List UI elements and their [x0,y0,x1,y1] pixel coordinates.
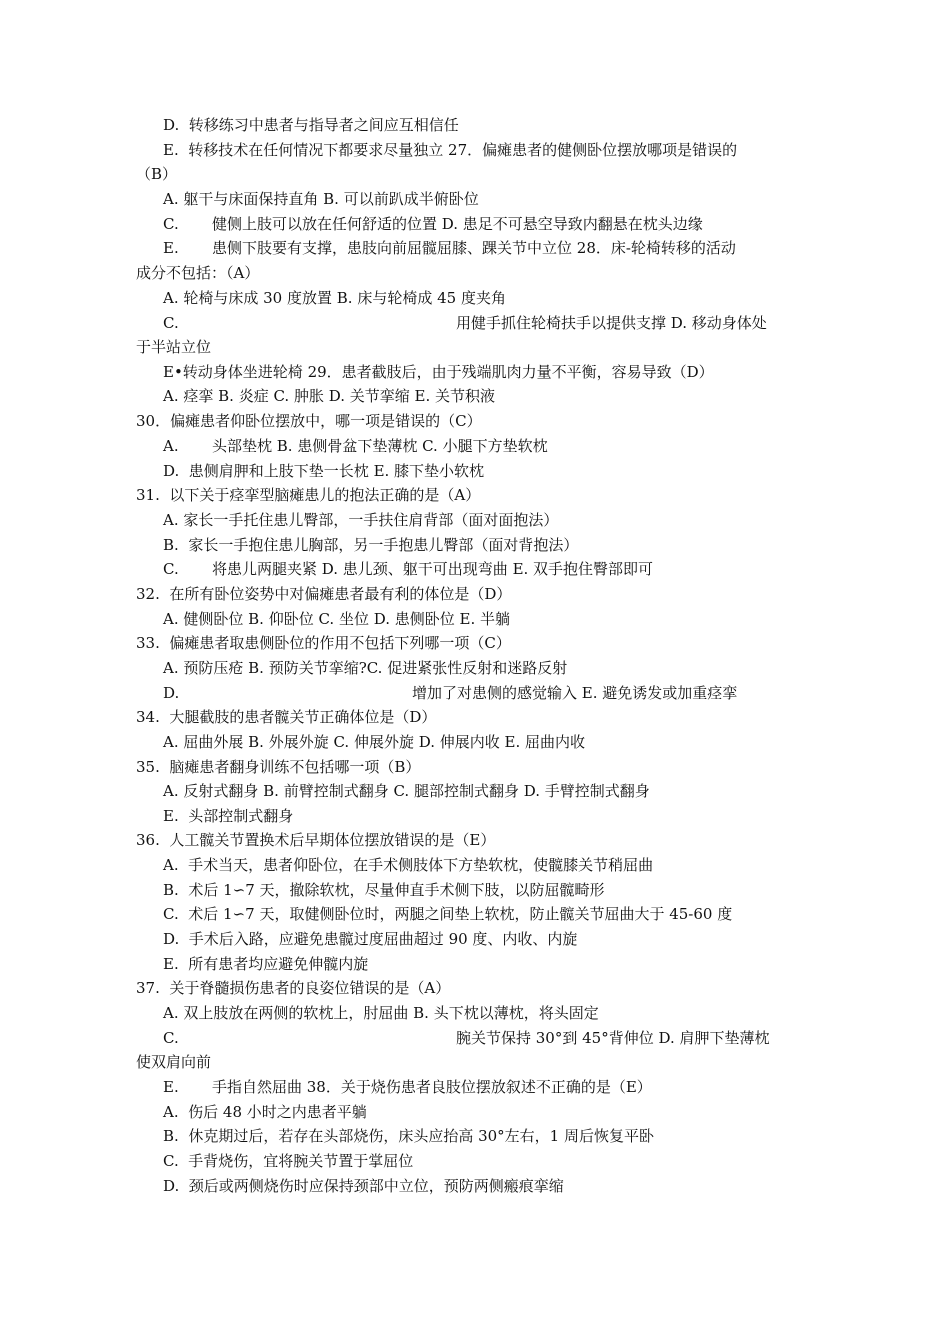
question-line: 30．偏瘫患者仰卧位摆放中，哪一项是错误的（C） [136,412,482,430]
question-line: 31. 以下关于痉挛型脑瘫患儿的抱法正确的是（A） [136,486,481,504]
text-line: （B） [136,165,178,183]
text-line: D. 手术后入路，应避免患髋过度屈曲超过 90 度、内收、内旋 [163,930,578,948]
text-line: A. 轮椅与床成 30 度放置 B. 床与轮椅成 45 度夹角 [163,289,506,307]
question-line: 33. 偏瘫患者取患侧卧位的作用不包括下列哪一项（C） [136,634,511,652]
question-line: 32. 在所有卧位姿势中对偏瘫患者最有利的体位是（D） [136,585,512,603]
text-line: D. 患侧肩胛和上肢下垫一长枕 E. 膝下垫小软枕 [163,462,485,480]
text-line: A. 双上肢放在两侧的软枕上，肘屈曲 B. 头下枕以薄枕，将头固定 [163,1004,599,1022]
option-letter: E. [163,239,179,257]
text-line: E•转动身体坐进轮椅 29．患者截肢后，由于残端肌肉力量不平衡，容易导致（D） [163,363,714,381]
text-line: E. 头部控制式翻身 [163,807,294,825]
option-letter: D. [163,684,180,702]
text-line: C. 术后 1∽7 天，取健侧卧位时，两腿之间垫上软枕，防止髋关节屈曲大于 45-60 度 [163,905,733,923]
text-line: A. 健侧卧位 B. 仰卧位 C. 坐位 D. 患侧卧位 E. 半躺 [163,610,510,628]
text-line: B. 休克期过后，若存在头部烧伤，床头应抬高 30°左右，1 周后恢复平卧 [163,1127,654,1145]
text-line: 腕关节保持 30°到 45°背伸位 D. 肩胛下垫薄枕 [456,1029,770,1047]
option-letter: C. [163,1029,179,1047]
text-line: 患侧下肢要有支撑，患肢向前屈髋屈膝、踝关节中立位 28．床-轮椅转移的活动 [212,239,736,257]
option-letter: C. [163,215,179,233]
text-line: 健侧上肢可以放在任何舒适的位置 D. 患足不可悬空导致内翻悬在枕头边缘 [212,215,703,233]
text-line: B. 术后 1∽7 天，撤除软枕，尽量伸直手术侧下肢，以防屈髋畸形 [163,881,605,899]
text-line: A. 预防压疮 B. 预防关节挛缩?C. 促进紧张性反射和迷路反射 [163,659,568,677]
text-line: A. 痉挛 B. 炎症 C. 肿胀 D. 关节挛缩 E. 关节积液 [163,387,495,405]
question-line: 36. 人工髋关节置换术后早期体位摆放错误的是（E） [136,831,496,849]
text-line: A. 躯干与床面保持直角 B. 可以前趴成半俯卧位 [163,190,479,208]
text-line: 使双肩向前 [136,1053,212,1071]
text-line: 成分不包括：（A） [136,264,260,282]
text-line: A. 伤后 48 小时之内患者平躺 [163,1103,367,1121]
text-line: D. 颈后或两侧烧伤时应保持颈部中立位，预防两侧瘢痕挛缩 [163,1177,564,1195]
question-line: 34. 大腿截肢的患者髋关节正确体位是（D） [136,708,437,726]
text-line: 头部垫枕 B. 患侧骨盆下垫薄枕 C. 小腿下方垫软枕 [212,437,548,455]
option-letter: A. [163,437,179,455]
text-line: A. 家长一手托住患儿臀部，一手扶住肩背部（面对面抱法） [163,511,559,529]
text-line: A. 屈曲外展 B. 外展外旋 C. 伸展外旋 D. 伸展内收 E. 屈曲内收 [163,733,585,751]
option-letter: C. [163,560,179,578]
question-line: 35. 脑瘫患者翻身训练不包括哪一项（B） [136,758,421,776]
question-line: 37. 关于脊髓损伤患者的良姿位错误的是（A） [136,979,451,997]
text-line: A. 反射式翻身 B. 前臂控制式翻身 C. 腿部控制式翻身 D. 手臂控制式翻身 [163,782,650,800]
text-line: 用健手抓住轮椅扶手以提供支撑 D. 移动身体处 [456,314,767,332]
option-letter: E. [163,1078,179,1096]
text-line: D. 转移练习中患者与指导者之间应互相信任 [163,116,459,134]
text-line: 手指自然屈曲 38．关于烧伤患者良肢位摆放叙述不正确的是（E） [212,1078,652,1096]
text-line: C. 手背烧伤，宜将腕关节置于掌屈位 [163,1152,414,1170]
text-line: E. 转移技术在任何情况下都要求尽量独立 27．偏瘫患者的健侧卧位摆放哪项是错误的 [163,141,738,159]
text-line: 将患儿两腿夹紧 D. 患儿颈、躯干可出现弯曲 E. 双手抱住臀部即可 [212,560,654,578]
text-line: E. 所有患者均应避免伸髋内旋 [163,955,369,973]
text-line: A. 手术当天，患者仰卧位，在手术侧肢体下方垫软枕，使髋膝关节稍屈曲 [163,856,654,874]
text-line: 于半站立位 [136,338,212,356]
option-letter: C. [163,314,179,332]
text-line: 增加了对患侧的感觉输入 E. 避免诱发或加重痉挛 [412,684,738,702]
text-line: B. 家长一手抱住患儿胸部，另一手抱患儿臀部（面对背抱法） [163,536,579,554]
